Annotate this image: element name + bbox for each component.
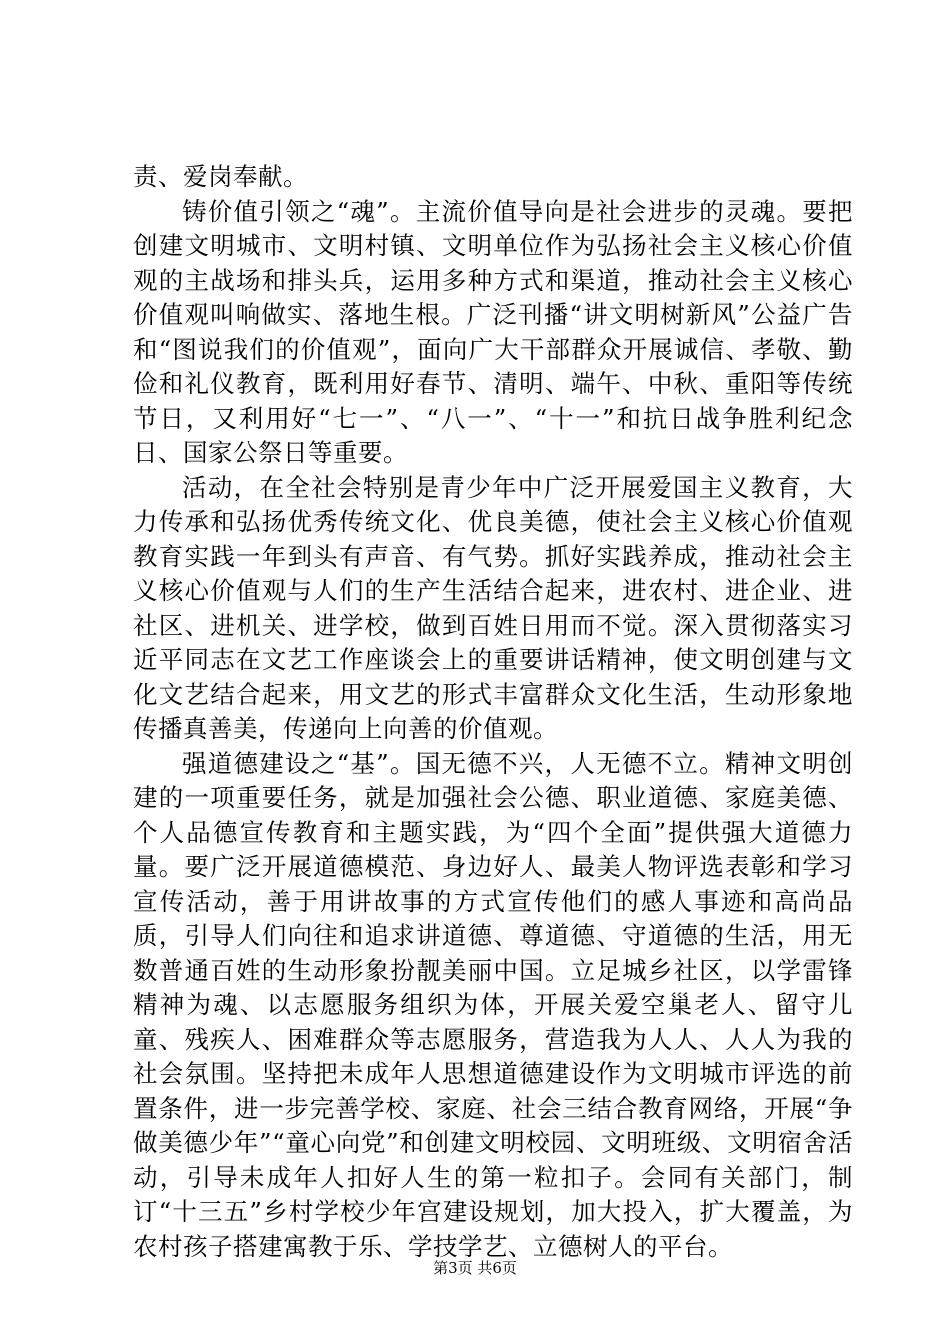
page-number-footer: 第3页 共6页 (433, 1259, 517, 1277)
paragraph-2: 铸价值引领之“魂”。主流价值导向是社会进步的灵魂。要把创建文明城市、文明村镇、文明单位作为弘扬社会主义核心价值观的主战场和排头兵，运用多种方式和渠道，推动社会主义核心价值观叫响做实、落地生根。广泛刊播“讲文明树新风”公益广告和“图说我们的价值观”，面向广大干部群众开展诚信、孝敬、勤俭和礼仪教育，既利用好春节、清明、端午、中秋、重阳等传统节日，又利用好“七一”、“八一”、“十一”和抗日战争胜利纪念日、国家公祭日等重要。 (133, 196, 853, 467)
paragraph-3: 活动，在全社会特别是青少年中广泛开展爱国主义教育，大力传承和弘扬优秀传统文化、优良美德，使社会主义核心价值观教育实践一年到头有声音、有气势。抓好实践养成，推动社会主义核心价值观与人们的生产生活结合起来，进农村、进企业、进社区、进机关、进学校，做到百姓日用而不觉。深入贯彻落实习近平同志在文艺工作座谈会上的重要讲话精神，使文明创建与文化文艺结合起来，用文艺的形式丰富群众文化生活，生动形象地传播真善美，传递向上向善的价值观。 (133, 472, 853, 743)
paragraph-4: 强道德建设之“基”。国无德不兴，人无德不立。精神文明创建的一项重要任务，就是加强社会公德、职业道德、家庭美德、个人品德宣传教育和主题实践，为“四个全面”提供强大道德力量。要广泛开展道德模范、身边好人、最美人物评选表彰和学习宣传活动，善于用讲故事的方式宣传他们的感人事迹和高尚品质，引导人们向往和追求讲道德、尊道德、守道德的生活，用无数普通百姓的生动形象扮靓美丽中国。立足城乡社区，以学雷锋精神为魂、以志愿服务组织为体，开展关爱空巢老人、留守儿童、残疾人、困难群众等志愿服务，营造我为人人、人人为我的社会氛围。坚持把未成年人思想道德建设作为文明城市评选的前置条件，进一步完善学校、家庭、社会三结合教育网络，开展“争做美德少年”“童心向党”和创建文明校园、文明班级、文明宿舍活动，引导未成年人扣好人生的第一粒扣子。会同有关部门，制订“十三五”乡村学校少年宫建设规划，加大投入，扩大覆盖，为农村孩子搭建寓教于乐、学技学艺、立德树人的平台。 (133, 748, 853, 1261)
document-body (133, 160, 853, 1264)
paragraph-1: 责、爱岗奉献。 (133, 162, 308, 191)
